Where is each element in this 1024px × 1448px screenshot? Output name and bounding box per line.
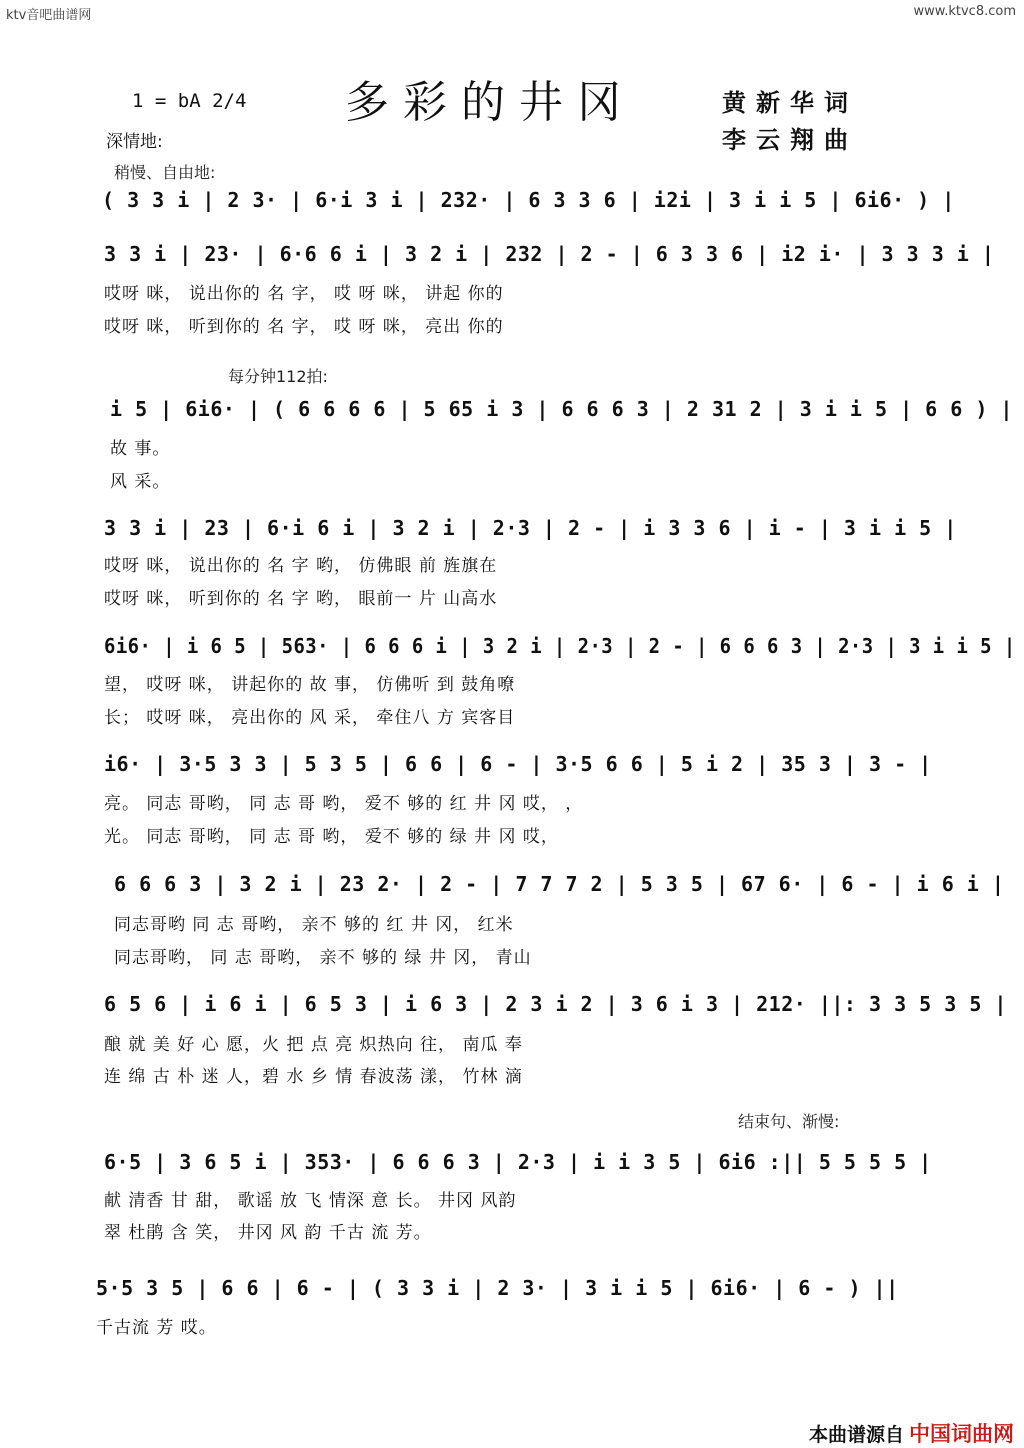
site-watermark-right: www.ktvc8.com <box>913 4 1016 19</box>
notation-line-3: i 5 | 6i6· | ( 6 6 6 6 | 5 65 i 3 | 6 6 6 3 | 2 31 2 | 3 i i 5 | 6 6 ) | <box>110 397 1013 421</box>
performance-note-1: 稍慢、自由地: <box>114 163 216 182</box>
notation-line-5: 6i6· | i 6 5 | 563· | 6 6 6 i | 3 2 i | 2·3 | 2 - | 6 6 6 3 | 2·3 | 3 i i 5 | <box>104 634 1016 658</box>
lyric-line-8a: 酿 就 美 好 心 愿，火 把 点 亮 炽热向 往， 南瓜 奉 <box>104 1035 523 1055</box>
lyric-line-9b: 翠 杜鹃 含 笑， 井冈 风 韵 千古 流 芳。 <box>104 1223 432 1243</box>
lyric-line-6a: 亮。 同志 哥哟， 同 志 哥 哟， 爱不 够的 红 井 冈 哎， ， <box>104 794 584 814</box>
lyric-line-8b: 连 绵 古 朴 迷 人，碧 水 乡 情 春波荡 漾， 竹林 滴 <box>104 1067 523 1087</box>
footer-brand-link[interactable]: 中国词曲网 <box>909 1422 1014 1446</box>
lyric-line-6b: 光。 同志 哥哟， 同 志 哥 哟， 爱不 够的 绿 井 冈 哎， <box>104 827 559 847</box>
notation-line-9: 6·5 | 3 6 5 i | 353· | 6 6 6 3 | 2·3 | i i 3 5 | 6i6 :|| 5 5 5 5 | <box>104 1150 932 1174</box>
lyric-line-7a: 同志哥哟 同 志 哥哟， 亲不 够的 红 井 冈， 红米 <box>114 915 514 935</box>
notation-line-1: ( 3 3 i | 2 3· | 6·i 3 i | 232· | 6 3 3 6 | i2i | 3 i i 5 | 6i6· ) | <box>102 188 955 212</box>
lyric-line-4a: 哎呀 咪， 说出你的 名 字 哟， 仿佛眼 前 旌旗在 <box>104 556 498 576</box>
notation-line-2: 3 3 i | 23· | 6·6 6 i | 3 2 i | 232 | 2 - | 6 3 3 6 | i2 i· | 3 3 3 i | <box>104 242 995 266</box>
lyric-line-10a: 千古流 芳 哎。 <box>96 1318 217 1338</box>
footer-source: 本曲谱源自 <box>808 1424 904 1446</box>
performance-note-2: 每分钟112拍: <box>228 367 328 386</box>
notation-line-8: 6 5 6 | i 6 i | 6 5 3 | i 6 3 | 2 3 i 2 | 3 6 i 3 | 212· ||: 3 3 5 3 5 | <box>104 992 1007 1016</box>
lyric-line-3a: 故 事。 <box>110 439 171 459</box>
lyric-line-2b: 哎呀 咪， 听到你的 名 字， 哎 呀 咪， 亮出 你的 <box>104 317 504 337</box>
lyric-line-4b: 哎呀 咪， 听到你的 名 字 哟， 眼前一 片 山高水 <box>104 589 498 609</box>
key-signature: 1 = bA 2/4 <box>132 90 247 112</box>
site-watermark-left: ktv音吧曲谱网 <box>6 8 92 23</box>
composer-credit: 李云翔曲 <box>722 125 858 154</box>
song-title: 多彩的井冈 <box>345 77 635 128</box>
lyric-line-7b: 同志哥哟， 同 志 哥哟， 亲不 够的 绿 井 冈， 青山 <box>114 948 532 968</box>
performance-note-3: 结束句、渐慢: <box>738 1112 840 1131</box>
tempo-mark: 深情地: <box>106 132 163 152</box>
lyric-line-2a: 哎呀 咪， 说出你的 名 字， 哎 呀 咪， 讲起 你的 <box>104 284 504 304</box>
lyric-line-5b: 长； 哎呀 咪， 亮出你的 风 采， 牵住八 方 宾客目 <box>104 708 516 728</box>
notation-line-4: 3 3 i | 23 | 6·i 6 i | 3 2 i | 2·3 | 2 - | i 3 3 6 | i - | 3 i i 5 | <box>104 516 957 540</box>
notation-line-6: i6· | 3·5 3 3 | 5 3 5 | 6 6 | 6 - | 3·5 6 6 | 5 i 2 | 35 3 | 3 - | <box>104 752 932 776</box>
notation-line-7: 6 6 6 3 | 3 2 i | 23 2· | 2 - | 7 7 7 2 | 5 3 5 | 67 6· | 6 - | i 6 i | <box>114 872 1005 896</box>
lyric-line-3b: 风 采。 <box>110 472 171 492</box>
lyric-line-5a: 望， 哎呀 咪， 讲起你的 故 事， 仿佛听 到 鼓角嘹 <box>104 675 516 695</box>
notation-line-10: 5·5 3 5 | 6 6 | 6 - | ( 3 3 i | 2 3· | 3 i i 5 | 6i6· | 6 - ) || <box>96 1276 899 1300</box>
lyric-line-9a: 献 清香 甘 甜， 歌谣 放 飞 情深 意 长。 井冈 风韵 <box>104 1191 517 1211</box>
lyricist-credit: 黄新华词 <box>722 88 858 117</box>
